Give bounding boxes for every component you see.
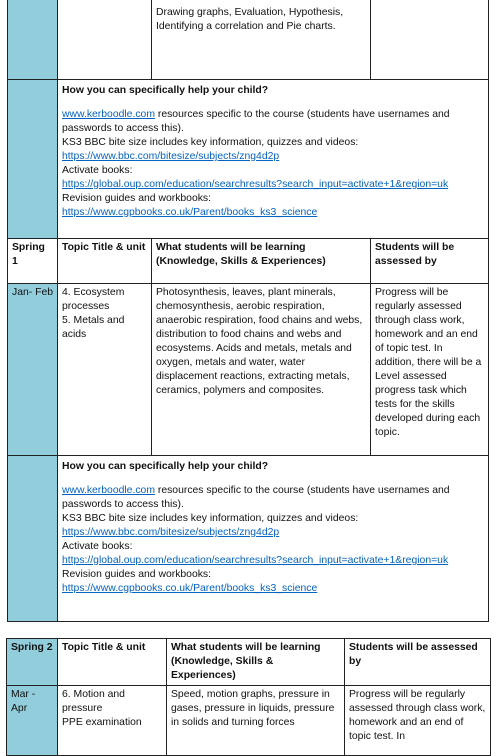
term-cell-continuation bbox=[8, 0, 58, 80]
term-label: Spring 1 bbox=[8, 239, 58, 284]
spring1-help-row bbox=[8, 456, 489, 622]
bbc-text: KS3 BBC bite size includes key information, quizzes and videos: bbox=[62, 137, 359, 148]
help-title: How you can specifically help your child? bbox=[62, 85, 269, 96]
revision-link[interactable]: https://www.cgpbooks.co.uk/Parent/books_ks3_science bbox=[62, 583, 318, 594]
topic-item: 6. Motion and pressure bbox=[62, 689, 125, 714]
topic-item: 4. Ecosystem processes bbox=[62, 287, 125, 312]
header-topic: Topic Title & unit bbox=[58, 639, 167, 686]
topic-item: 5. Metals and acids bbox=[62, 315, 125, 340]
help-title: How you can specifically help your child? bbox=[62, 461, 269, 472]
spring1-content-row bbox=[8, 284, 489, 456]
kerboodle-text: resources specific to the course (students have usernames and passwords to access this). bbox=[62, 485, 450, 510]
activate-text: Activate books: bbox=[62, 541, 133, 552]
spring1-table bbox=[7, 0, 489, 622]
kerboodle-link[interactable]: www.kerboodle.com bbox=[62, 485, 155, 496]
header-learning: What students will be learning (Knowledge, Skills & Experiences) bbox=[167, 639, 345, 686]
bbc-text: KS3 BBC bite size includes key information, quizzes and videos: bbox=[62, 513, 359, 524]
help-panel-top bbox=[58, 80, 489, 239]
kerboodle-link[interactable]: www.kerboodle.com bbox=[62, 109, 155, 120]
bbc-link[interactable]: https://www.bbc.com/bitesize/subjects/zng4d2p bbox=[62, 151, 280, 162]
revision-link[interactable]: https://www.cgpbooks.co.uk/Parent/books_ks3_science bbox=[62, 207, 318, 218]
spring2-table bbox=[6, 638, 491, 756]
topic-cell-continuation bbox=[58, 0, 152, 80]
activate-link[interactable]: https://global.oup.com/education/searchresults?search_input=activate+1&region=uk bbox=[62, 179, 449, 190]
spring2-content-row bbox=[7, 686, 491, 756]
revision-text: Revision guides and workbooks: bbox=[62, 569, 212, 580]
revision-text: Revision guides and workbooks: bbox=[62, 193, 212, 204]
period-label: Jan- Feb bbox=[8, 284, 58, 456]
period-label: Mar - Apr bbox=[7, 686, 58, 756]
help-panel bbox=[58, 456, 489, 622]
spring2-header-row bbox=[7, 639, 491, 686]
term-label: Spring 2 bbox=[7, 639, 58, 686]
learning-cell-continuation: Drawing graphs, Evaluation, Hypothesis, Identifying a correlation and Pie charts. bbox=[152, 0, 371, 80]
header-assessed: Students will be assessed by bbox=[371, 239, 489, 284]
activate-text: Activate books: bbox=[62, 165, 133, 176]
bbc-link[interactable]: https://www.bbc.com/bitesize/subjects/zng4d2p bbox=[62, 527, 280, 538]
assessed-cell-continuation bbox=[371, 0, 489, 80]
activate-link[interactable]: https://global.oup.com/education/searchresults?search_input=activate+1&region=uk bbox=[62, 555, 449, 566]
learning-text: Photosynthesis, leaves, plant minerals, chemosynthesis, aerobic respiration, anaerobic respiration, food chains and webs, distribution to food chains and webs and ecosystems. Acids and metals, metals and oxygen, metals and water, water displacement reactions, extracting metals, ceramics, polymers and composites. bbox=[152, 284, 371, 456]
spring1-header-row bbox=[8, 239, 489, 284]
header-topic: Topic Title & unit bbox=[58, 239, 152, 284]
top-continuation-row bbox=[8, 0, 489, 80]
kerboodle-text: resources specific to the course (students have usernames and passwords to access this). bbox=[62, 109, 450, 134]
topic-item: PPE examination bbox=[62, 717, 142, 728]
header-assessed: Students will be assessed by bbox=[345, 639, 491, 686]
header-learning: What students will be learning (Knowledge, Skills & Experiences) bbox=[152, 239, 371, 284]
term-cell-help-top bbox=[8, 80, 58, 239]
top-help-row bbox=[8, 80, 489, 239]
assessed-text: Progress will be regularly assessed through class work, homework and an end of topic test. In addition, there will be a Level assessed progress task which tests for the skills developed during each topic. bbox=[371, 284, 489, 456]
term-cell-help bbox=[8, 456, 58, 622]
topic-list bbox=[58, 284, 152, 456]
learning-text: Speed, motion graphs, pressure in gases, pressure in liquids, pressure in solids and turning forces bbox=[167, 686, 345, 756]
assessed-text: Progress will be regularly assessed through class work, homework and an end of topic test. In bbox=[345, 686, 491, 756]
topic-list bbox=[58, 686, 167, 756]
